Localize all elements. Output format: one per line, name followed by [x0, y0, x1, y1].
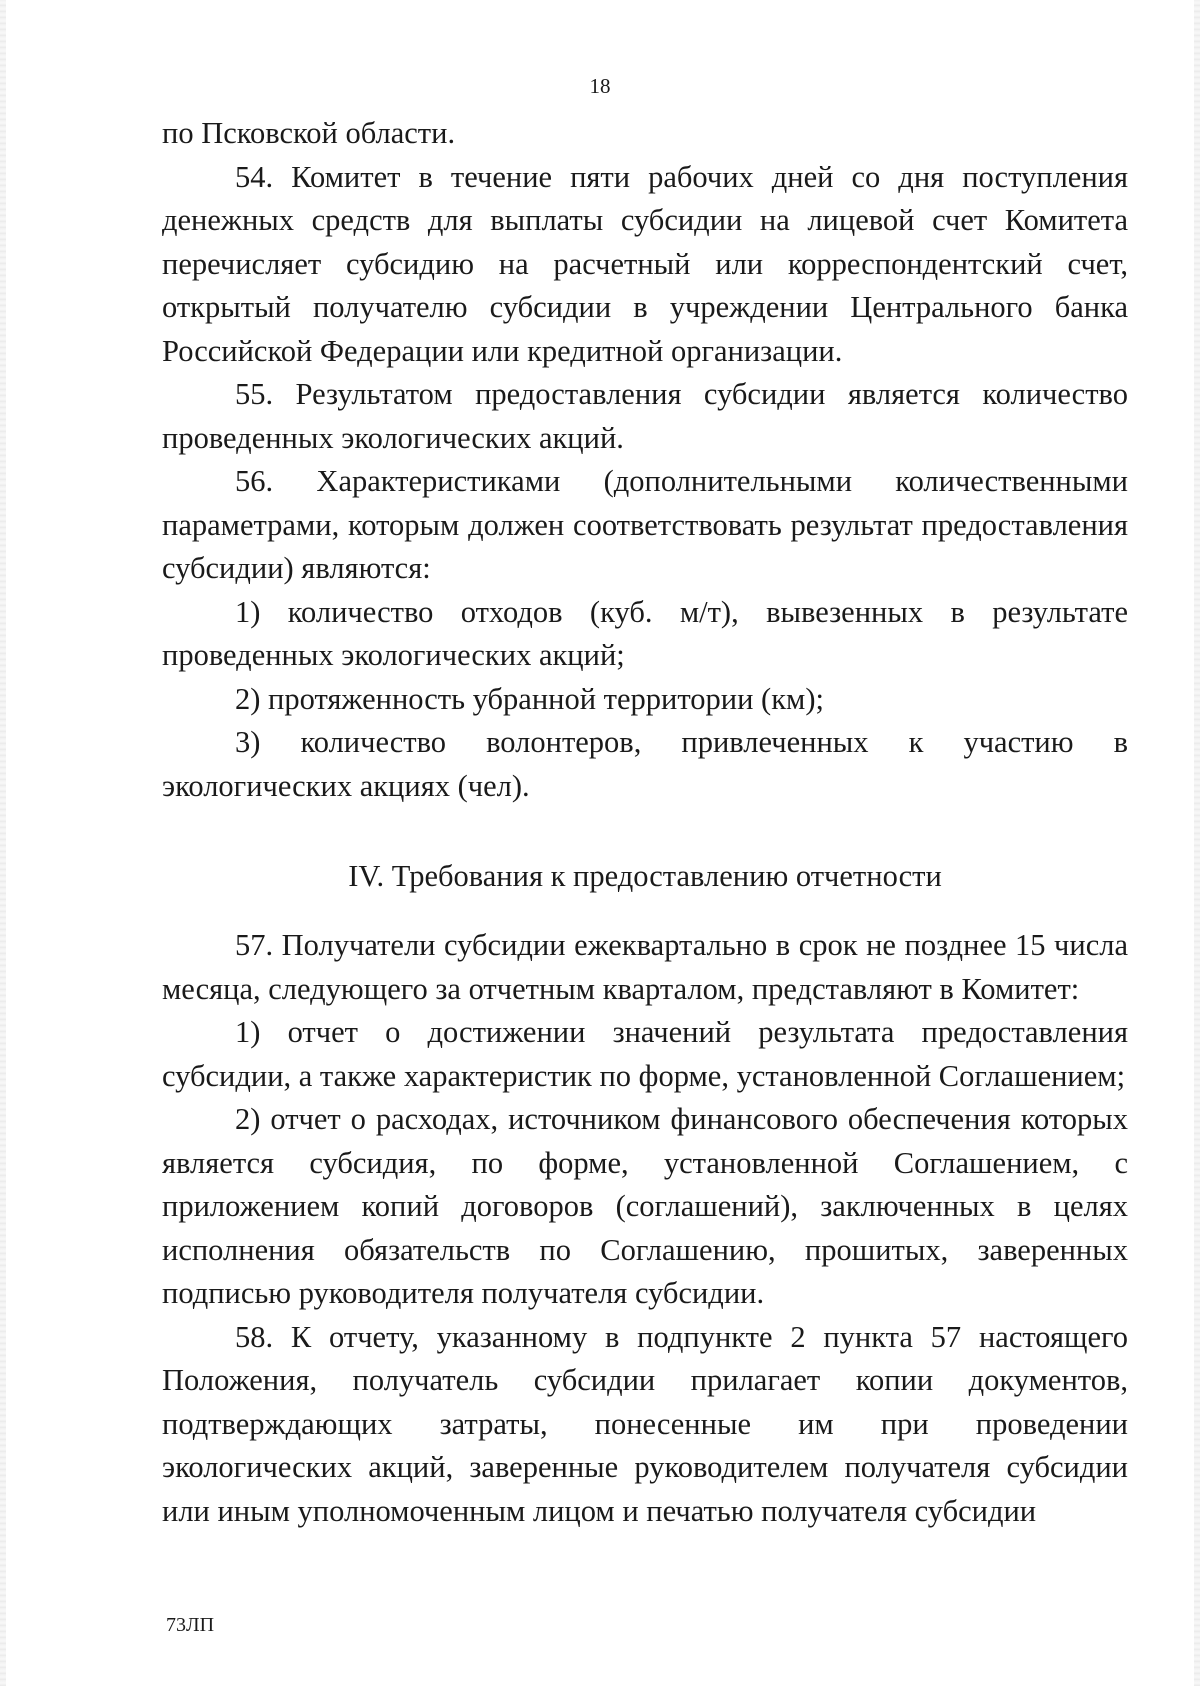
page-number: 18 [589, 74, 611, 98]
text-block-bottom [162, 924, 1128, 1533]
section-heading: IV. Требования к предоставлению отчетности [348, 859, 942, 893]
paragraph-57-item-1: 1) отчет о достижении значений результата предоставления субсидии, а также характеристик по форме, установленной Соглашением; [162, 1015, 1128, 1093]
paragraph-continuation: по Псковской области. [162, 116, 456, 150]
scan-edge-right [1194, 0, 1200, 1686]
paragraph-58: 58. К отчету, указанному в подпункте 2 пункта 57 настоящего Положения, получатель субсидии прилагает копии документов, подтверждающих затраты, понесенные им при проведении экологических акций, заверенные руководителем получателя субсидии или иным уполномоченным лицом и печатью получателя субсидии [162, 1319, 1128, 1528]
paragraph-55: 55. Результатом предоставления субсидии является количество проведенных экологических акций. [162, 377, 1128, 455]
paragraph-57: 57. Получатели субсидии ежеквартально в срок не позднее 15 числа месяца, следующего за отчетным кварталом, представляют в Комитет: [162, 928, 1128, 1006]
paragraph-56-item-1: 1) количество отходов (куб. м/т), вывезенных в результате проведенных экологических акций; [162, 594, 1128, 672]
paragraph-54: 54. Комитет в течение пяти рабочих дней со дня поступления денежных средств для выплаты субсидии на лицевой счет Комитета перечисляет субсидию на расчетный или корреспондентский счет, открытый получателю субсидии в учреждении Центрального банка Российской Федерации или кредитной организации. [162, 159, 1128, 368]
paragraph-57-item-2: 2) отчет о расходах, источником финансового обеспечения которых является субсидия, по форме, установленной Соглашением, с приложением копий договоров (соглашений), заключенных в целях исполнения обязательств по Соглашению, прошитых, заверенных подписью руководителя получателя субсидии. [162, 1102, 1128, 1310]
paragraph-56: 56. Характеристиками (дополнительными количественными параметрами, которым должен соответствовать результат предоставления субсидии) являются: [162, 464, 1128, 585]
paragraph-56-item-2: 2) протяженность убранной территории (км); [235, 681, 824, 716]
scan-edge-left [0, 0, 6, 1686]
text-block-top [162, 112, 1128, 808]
footer-code: 73ЛП [166, 1614, 215, 1636]
paragraph-56-item-3: 3) количество волонтеров, привлеченных к участию в экологических акциях (чел). [162, 725, 1128, 803]
